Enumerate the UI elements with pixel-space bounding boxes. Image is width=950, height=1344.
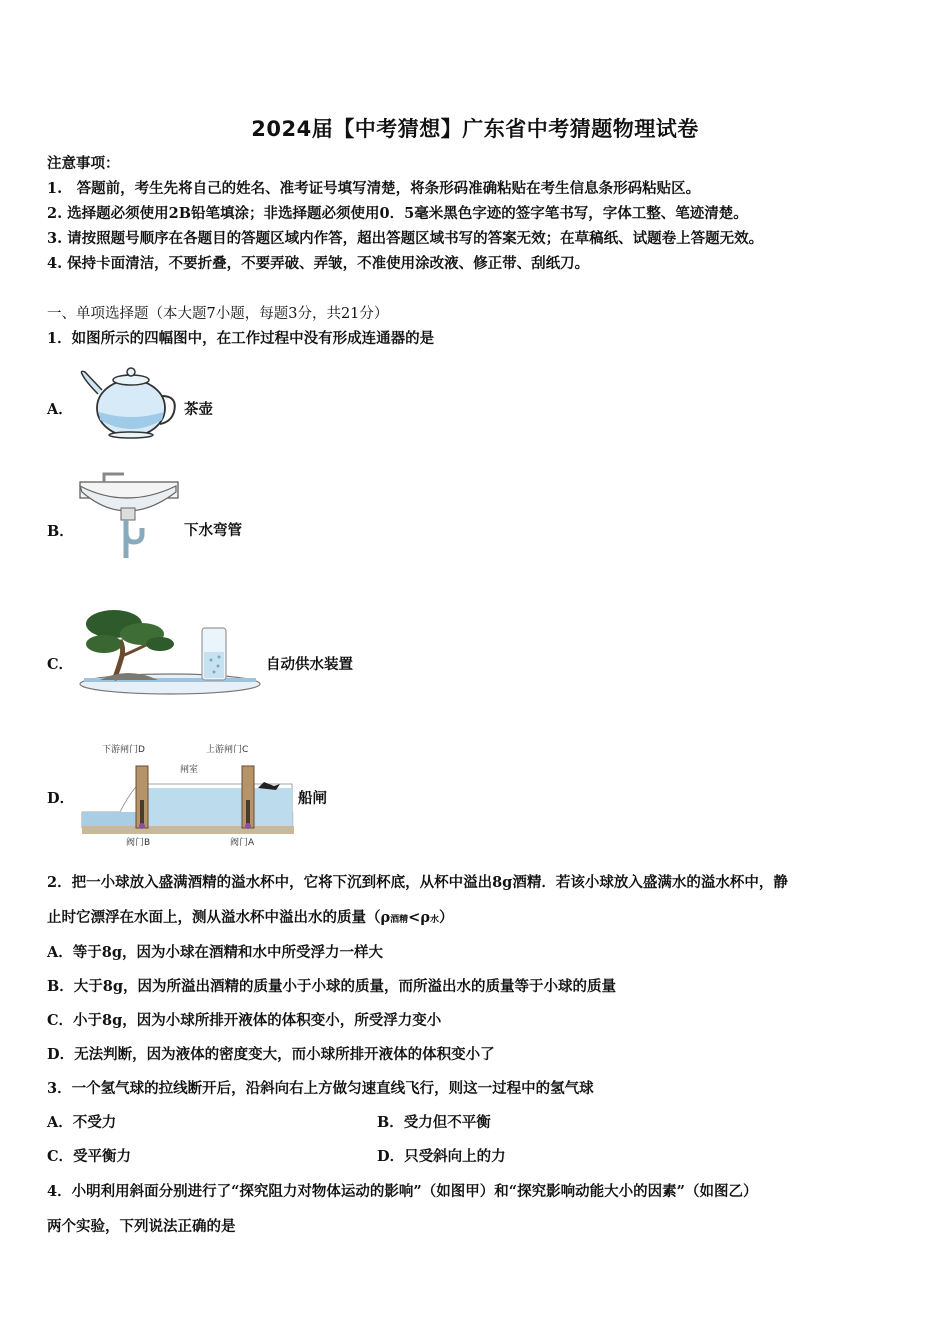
q2-stem-part: ） (438, 909, 454, 926)
notice-item: 1. 答题前，考生先将自己的姓名、准考证号填写清楚，将条形码准确粘贴在考生信息条形码粘贴区。 (47, 180, 701, 197)
question-2-stem-line1: 2．把一小球放入盛满酒精的溢水杯中，它将下沉到杯底，从杯中溢出8g酒精．若该小球放入盛满水的溢水杯中，静 (47, 874, 788, 891)
q2-option-c: C．小于8g，因为小球所排开液体的体积变小，所受浮力变小 (47, 1012, 442, 1029)
q2-subscript-alcohol: 酒精 (390, 915, 409, 925)
teapot-image (76, 360, 181, 440)
page-title: 2024届【中考猜想】广东省中考猜题物理试卷 (251, 117, 699, 141)
q1-option-d-label: D． (47, 790, 75, 807)
lock-label-gate-d: 下游闸门D (102, 745, 145, 755)
q2-option-a: A．等于8g，因为小球在酒精和水中所受浮力一样大 (47, 944, 383, 961)
notice-item: 3. 请按照题号顺序在各题目的答题区域内作答，超出答题区域书写的答案无效；在草稿纸、试题卷上答题无效。 (47, 230, 764, 247)
q1-option-b-label: B． (47, 523, 74, 540)
q2-option-d: D．无法判断，因为液体的密度变大，而小球所排开液体的体积变小了 (47, 1046, 495, 1063)
q3-option-a: A．不受力 (47, 1114, 117, 1131)
question-4-stem-line1: 4．小明利用斜面分别进行了“探究阻力对物体运动的影响”（如图甲）和“探究影响动能大小的因素”（如图乙） (47, 1183, 758, 1200)
q2-stem-part: 止时它漂浮在水面上，测从溢水杯中溢出水的质量（ρ (47, 909, 391, 926)
q1-option-b-caption: 下水弯管 (184, 522, 242, 539)
notice-heading: 注意事项： (47, 155, 120, 172)
lock-label-valve-b: 阀门B (126, 838, 151, 848)
q3-option-b: B．受力但不平衡 (377, 1114, 491, 1131)
question-4-stem-line2: 两个实验，下列说法正确的是 (47, 1218, 236, 1235)
q1-option-c-caption: 自动供水装置 (266, 656, 353, 673)
q2-option-b: B．大于8g，因为所溢出酒精的质量小于小球的质量，而所溢出水的质量等于小球的质量 (47, 978, 616, 995)
question-3-stem: 3．一个氢气球的拉线断开后，沿斜向右上方做匀速直线飞行，则这一过程中的氢气球 (47, 1080, 594, 1097)
ship-lock-image (80, 740, 295, 850)
q1-option-a-caption: 茶壶 (184, 401, 213, 418)
section-heading: 一、单项选择题（本大题7小题，每题3分，共21分） (47, 306, 389, 322)
question-1-stem: 1．如图所示的四幅图中，在工作过程中没有形成连通器的是 (47, 330, 435, 347)
q3-option-c: C．受平衡力 (47, 1148, 132, 1165)
sink-image (76, 470, 181, 560)
auto-water-feeder-image (78, 600, 263, 700)
q2-stem-part: <ρ (408, 909, 430, 926)
q3-option-d: D．只受斜向上的力 (377, 1148, 506, 1165)
q1-option-a-label: A． (47, 401, 73, 418)
lock-label-gate-c: 上游闸门C (206, 745, 249, 755)
notice-item: 2. 选择题必须使用2B铅笔填涂；非选择题必须使用0．5毫米黑色字迹的签字笔书写，字体工整、笔迹清楚。 (47, 205, 748, 222)
q1-option-c-label: C． (47, 656, 74, 673)
q1-option-d-caption: 船闸 (298, 790, 327, 807)
lock-label-valve-a: 阀门A (230, 838, 255, 848)
question-2-stem-line2 (47, 906, 453, 927)
lock-label-chamber: 闸室 (180, 765, 199, 775)
q2-subscript-water: 水 (429, 915, 439, 925)
notice-item: 4. 保持卡面清洁，不要折叠，不要弄破、弄皱，不准使用涂改液、修正带、刮纸刀。 (47, 255, 590, 272)
